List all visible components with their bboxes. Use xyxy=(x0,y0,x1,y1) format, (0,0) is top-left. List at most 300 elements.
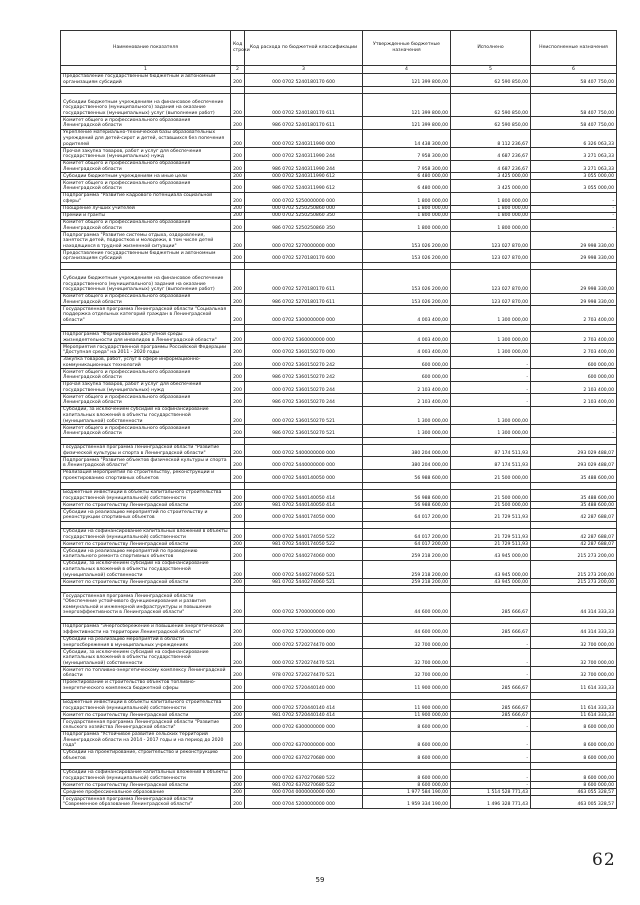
row-approved-cell: 1 800 000,00 xyxy=(363,219,451,232)
row-name-cell: Субсидии бюджетным учреждениям на финансовое обеспечение государственного (муниципального) задания на оказание государственных (муниципальных) услуг (выполнение работ) xyxy=(61,93,231,117)
row-remaining-cell: 58 407 750,00 xyxy=(531,117,617,130)
row-line-code-cell: 200 xyxy=(231,489,245,502)
row-name-cell: Комитет общего и профессионального образования Ленинградской области xyxy=(61,369,231,382)
row-remaining-cell xyxy=(531,482,617,489)
row-name-cell: Бюджетные инвестиции в объекты капитального строительства государственной (муниципальной) собственности xyxy=(61,699,231,712)
row-name-cell: Субсидии на проектирование, строительство и реконструкцию объектов xyxy=(61,749,231,762)
row-remaining-cell: 600 000,00 xyxy=(531,369,617,382)
row-approved-cell xyxy=(363,86,451,93)
header-executed: Исполнено xyxy=(451,31,531,66)
row-name-cell: Субсидии, за исключением субсидий на софинансирование капитальных вложений в объекты государственной (муниципальной) собственности xyxy=(61,561,231,579)
row-budget-code-cell: 000 0702 5250000000 000 xyxy=(245,192,363,205)
row-line-code-cell xyxy=(231,521,245,528)
row-remaining-cell xyxy=(531,86,617,93)
row-remaining-cell: 3 271 063,33 xyxy=(531,148,617,161)
table-row xyxy=(61,344,617,357)
row-executed-cell: 87 174 511,93 xyxy=(451,444,531,457)
row-budget-code-cell xyxy=(245,762,363,769)
row-approved-cell: 8 600 000,00 xyxy=(363,749,451,762)
row-budget-code-cell xyxy=(245,692,363,699)
row-name-cell: Субсидии на реализацию мероприятий в области энергосбережения в муниципальных учреждениях xyxy=(61,636,231,649)
row-remaining-cell xyxy=(531,521,617,528)
table-row xyxy=(61,692,617,699)
row-approved-cell: 11 900 000,00 xyxy=(363,712,451,719)
row-line-code-cell: 200 xyxy=(231,173,245,180)
row-line-code-cell xyxy=(231,437,245,444)
row-line-code-cell: 200 xyxy=(231,425,245,438)
row-line-code-cell: 200 xyxy=(231,129,245,147)
row-executed-cell: 21 500 000,00 xyxy=(451,470,531,483)
table-row xyxy=(61,205,617,212)
row-line-code-cell xyxy=(231,86,245,93)
row-name-cell: Субсидии на софинансирование капитальных вложений в объекты государственной (муниципальной) собственности xyxy=(61,528,231,541)
row-remaining-cell: 463 005 328,57 xyxy=(531,796,617,809)
row-remaining-cell: 3 055 000,00 xyxy=(531,173,617,180)
row-approved-cell xyxy=(363,692,451,699)
row-line-code-cell xyxy=(231,586,245,593)
row-budget-code-cell: 000 0702 5720000000 000 xyxy=(245,623,363,636)
row-remaining-cell: 463 055 328,57 xyxy=(531,789,617,796)
row-name-cell: Прочая закупка товаров, работ и услуг для обеспечения государственных (муниципальных) нужд xyxy=(61,381,231,394)
row-line-code-cell xyxy=(231,482,245,489)
row-budget-code-cell xyxy=(245,86,363,93)
table-row xyxy=(61,381,617,394)
row-name-cell: Комитет по строительству Ленинградской области xyxy=(61,541,231,548)
row-approved-cell: 1 959 334 190,00 xyxy=(363,796,451,809)
row-remaining-cell: - xyxy=(531,425,617,438)
budget-execution-table xyxy=(60,30,617,809)
row-remaining-cell: 29 998 330,00 xyxy=(531,232,617,250)
table-row xyxy=(61,667,617,680)
row-executed-cell: 1 300 000,00 xyxy=(451,306,531,324)
table-row xyxy=(61,616,617,623)
row-name-cell: Государственная программа Ленинградской области "Развитие сельского хозяйства Ленинградской области" xyxy=(61,719,231,732)
row-executed-cell: 43 945 000,00 xyxy=(451,548,531,561)
row-executed-cell: 1 800 000,00 xyxy=(451,192,531,205)
row-budget-code-cell: 000 0702 5720440140 000 xyxy=(245,679,363,692)
table-row xyxy=(61,762,617,769)
row-approved-cell: 153 026 200,00 xyxy=(363,269,451,293)
row-name-cell: Среднее профессиональное образование xyxy=(61,789,231,796)
row-budget-code-cell: 000 0702 5240311990 000 xyxy=(245,129,363,147)
row-line-code-cell: 200 xyxy=(231,649,245,667)
row-line-code-cell: 200 xyxy=(231,74,245,87)
row-line-code-cell: 200 xyxy=(231,789,245,796)
table-row xyxy=(61,369,617,382)
row-approved-cell xyxy=(363,482,451,489)
table-row xyxy=(61,586,617,593)
row-name-cell: Поощрение лучших учителей xyxy=(61,205,231,212)
table-row xyxy=(61,394,617,407)
row-line-code-cell: 200 xyxy=(231,699,245,712)
row-executed-cell: - xyxy=(451,782,531,789)
row-remaining-cell: 2 703 400,00 xyxy=(531,306,617,324)
row-approved-cell: 4 003 400,00 xyxy=(363,306,451,324)
row-approved-cell: 121 399 800,00 xyxy=(363,74,451,87)
row-name-cell xyxy=(61,586,231,593)
row-executed-cell: 4 687 236,67 xyxy=(451,148,531,161)
table-row xyxy=(61,796,617,809)
table-body xyxy=(61,74,617,809)
row-remaining-cell: 11 614 333,33 xyxy=(531,679,617,692)
row-name-cell: Проектирование и строительство объектов топливно-энергетического комплекса бюджетной сферы xyxy=(61,679,231,692)
row-remaining-cell xyxy=(531,324,617,331)
row-line-code-cell: 200 xyxy=(231,548,245,561)
table-row xyxy=(61,457,617,470)
row-line-code-cell: 200 xyxy=(231,205,245,212)
table-row xyxy=(61,212,617,219)
row-budget-code-cell: 986 0702 5270180170 611 xyxy=(245,293,363,306)
row-budget-code-cell: 000 0704 0000000000 000 xyxy=(245,789,363,796)
row-approved-cell: 7 958 300,00 xyxy=(363,148,451,161)
row-approved-cell: 8 600 000,00 xyxy=(363,782,451,789)
row-approved-cell: 11 900 000,00 xyxy=(363,679,451,692)
row-executed-cell: 1 300 000,00 xyxy=(451,407,531,425)
table-row xyxy=(61,731,617,749)
row-executed-cell: 1 800 000,00 xyxy=(451,205,531,212)
row-name-cell: Подпрограмма "Устойчивое развитие сельских территорий Ленинградской области на 2014 - 2017 годы и на период до 2020 года" xyxy=(61,731,231,749)
row-name-cell: Подпрограмма "Формирование доступной среды жизнедеятельности для инвалидов в Ленинградской области" xyxy=(61,331,231,344)
row-budget-code-cell: 986 0702 5360150270 244 xyxy=(245,394,363,407)
row-approved-cell: 4 003 400,00 xyxy=(363,344,451,357)
row-line-code-cell: 200 xyxy=(231,561,245,579)
row-line-code-cell xyxy=(231,616,245,623)
row-budget-code-cell: 000 0702 5440274060 000 xyxy=(245,548,363,561)
row-executed-cell: - xyxy=(451,356,531,369)
row-remaining-cell: 35 488 600,00 xyxy=(531,489,617,502)
row-line-code-cell: 200 xyxy=(231,394,245,407)
row-budget-code-cell: 000 0702 5440174050 000 xyxy=(245,509,363,522)
row-budget-code-cell: 000 0702 5300000000 000 xyxy=(245,306,363,324)
row-executed-cell xyxy=(451,762,531,769)
row-line-code-cell: 200 xyxy=(231,444,245,457)
row-budget-code-cell xyxy=(245,262,363,269)
row-budget-code-cell: 000 0702 5270180170 600 xyxy=(245,250,363,263)
row-executed-cell: 3 425 000,00 xyxy=(451,180,531,193)
row-remaining-cell: 8 600 000,00 xyxy=(531,782,617,789)
row-name-cell: Субсидии, за исключением субсидий на софинансирование капитальных вложений в объекты государственной (муниципальной) собственности xyxy=(61,649,231,667)
row-budget-code-cell: 000 0704 5200000000 000 xyxy=(245,796,363,809)
row-approved-cell xyxy=(363,586,451,593)
column-number-row xyxy=(61,66,617,74)
table-row xyxy=(61,219,617,232)
table-row xyxy=(61,649,617,667)
row-approved-cell: 153 026 200,00 xyxy=(363,293,451,306)
row-remaining-cell: 44 314 333,33 xyxy=(531,623,617,636)
table-row xyxy=(61,470,617,483)
table-row xyxy=(61,782,617,789)
row-approved-cell: 2 103 400,00 xyxy=(363,381,451,394)
row-name-cell: Субсидии бюджетным учреждениям на финансовое обеспечение государственного (муниципального) задания на оказание государственных (муниципальных) услуг (выполнение работ) xyxy=(61,269,231,293)
row-line-code-cell: 200 xyxy=(231,636,245,649)
table-row xyxy=(61,489,617,502)
table-row xyxy=(61,541,617,548)
row-budget-code-cell: 000 0702 5240180170 600 xyxy=(245,74,363,87)
table-row xyxy=(61,561,617,579)
column-number: 3 xyxy=(245,66,363,74)
row-remaining-cell: 215 273 200,00 xyxy=(531,579,617,586)
row-executed-cell: 43 945 000,00 xyxy=(451,579,531,586)
row-budget-code-cell: 000 0702 5440140050 000 xyxy=(245,470,363,483)
row-line-code-cell: 200 xyxy=(231,509,245,522)
table-row xyxy=(61,324,617,331)
column-number: 5 xyxy=(451,66,531,74)
table-row xyxy=(61,148,617,161)
row-name-cell: Комитет общего и профессионального образования Ленинградской области xyxy=(61,425,231,438)
row-line-code-cell xyxy=(231,262,245,269)
row-budget-code-cell: 000 0702 5360000000 000 xyxy=(245,331,363,344)
row-approved-cell: 1 977 584 190,00 xyxy=(363,789,451,796)
header-line-code: Код строки xyxy=(231,31,245,66)
table-header-row xyxy=(61,31,617,66)
row-approved-cell: 32 700 000,00 xyxy=(363,649,451,667)
row-line-code-cell: 200 xyxy=(231,306,245,324)
row-line-code-cell: 200 xyxy=(231,796,245,809)
row-name-cell: Государственная программа Ленинградской области "Развитие физической культуры и спорта в Ленинградской области" xyxy=(61,444,231,457)
row-line-code-cell: 200 xyxy=(231,579,245,586)
row-remaining-cell: 2 103 400,00 xyxy=(531,381,617,394)
row-name-cell xyxy=(61,521,231,528)
row-name-cell: Субсидии на софинансирование капитальных вложений в объекты государственной (муниципальной) собственности xyxy=(61,769,231,782)
row-approved-cell: 32 700 000,00 xyxy=(363,667,451,680)
table-row xyxy=(61,117,617,130)
row-approved-cell: 121 399 800,00 xyxy=(363,117,451,130)
row-name-cell: Комитет общего и профессионального образования Ленинградской области xyxy=(61,160,231,173)
row-remaining-cell: 44 314 333,33 xyxy=(531,593,617,617)
row-budget-code-cell: 000 0702 6300000000 000 xyxy=(245,719,363,732)
row-approved-cell: 1 300 000,00 xyxy=(363,407,451,425)
row-line-code-cell: 200 xyxy=(231,502,245,509)
row-executed-cell: 123 027 870,00 xyxy=(451,293,531,306)
row-budget-code-cell: 000 0702 5720274470 521 xyxy=(245,649,363,667)
row-executed-cell xyxy=(451,437,531,444)
row-line-code-cell: 200 xyxy=(231,679,245,692)
row-budget-code-cell: 000 0702 5360150270 242 xyxy=(245,356,363,369)
row-name-cell: Предоставление государственным бюджетным и автономным организациям субсидий xyxy=(61,74,231,87)
row-executed-cell: - xyxy=(451,369,531,382)
row-line-code-cell: 200 xyxy=(231,180,245,193)
row-name-cell: Комитет по строительству Ленинградской области xyxy=(61,579,231,586)
row-approved-cell: 380 204 000,00 xyxy=(363,444,451,457)
row-budget-code-cell: 986 0702 5360150270 521 xyxy=(245,425,363,438)
row-name-cell: Комитет общего и профессионального образования Ленинградской области xyxy=(61,117,231,130)
row-budget-code-cell: 986 0702 5250250860 350 xyxy=(245,219,363,232)
row-executed-cell: 1 300 000,00 xyxy=(451,425,531,438)
row-name-cell: Премии и гранты xyxy=(61,212,231,219)
row-remaining-cell: 8 600 000,00 xyxy=(531,719,617,732)
row-executed-cell: 4 687 236,67 xyxy=(451,160,531,173)
row-budget-code-cell: 000 0702 5720440140 414 xyxy=(245,699,363,712)
table-row xyxy=(61,331,617,344)
row-name-cell xyxy=(61,262,231,269)
table-row xyxy=(61,306,617,324)
row-line-code-cell: 200 xyxy=(231,93,245,117)
row-approved-cell: 121 399 800,00 xyxy=(363,93,451,117)
table-row xyxy=(61,437,617,444)
row-remaining-cell: 600 000,00 xyxy=(531,356,617,369)
row-remaining-cell: 2 703 400,00 xyxy=(531,331,617,344)
row-remaining-cell xyxy=(531,586,617,593)
row-executed-cell: 1 300 000,00 xyxy=(451,331,531,344)
row-name-cell: Комитет по строительству Ленинградской области xyxy=(61,502,231,509)
row-name-cell: Подпрограмма "Развитие системы отдыха, оздоровления, занятости детей, подростков и молодежи, в том числе детей находящихся в трудной жизненной ситуации" xyxy=(61,232,231,250)
row-line-code-cell: 200 xyxy=(231,356,245,369)
row-remaining-cell: - xyxy=(531,212,617,219)
row-line-code-cell: 200 xyxy=(231,293,245,306)
row-executed-cell: 21 729 511,93 xyxy=(451,541,531,548)
row-executed-cell: 285 666,67 xyxy=(451,712,531,719)
row-approved-cell: 8 600 000,00 xyxy=(363,731,451,749)
row-budget-code-cell xyxy=(245,437,363,444)
table-row xyxy=(61,521,617,528)
row-line-code-cell: 200 xyxy=(231,344,245,357)
table-row xyxy=(61,579,617,586)
table-row xyxy=(61,250,617,263)
row-line-code-cell: 200 xyxy=(231,712,245,719)
row-executed-cell: 285 666,67 xyxy=(451,699,531,712)
row-remaining-cell xyxy=(531,437,617,444)
row-approved-cell: 4 003 400,00 xyxy=(363,331,451,344)
table-row xyxy=(61,712,617,719)
row-executed-cell xyxy=(451,86,531,93)
table-row xyxy=(61,548,617,561)
row-approved-cell: 8 600 000,00 xyxy=(363,769,451,782)
row-budget-code-cell: 000 0702 5360150270 000 xyxy=(245,344,363,357)
row-remaining-cell xyxy=(531,616,617,623)
row-budget-code-cell: 000 0702 5700000000 000 xyxy=(245,593,363,617)
row-line-code-cell: 200 xyxy=(231,232,245,250)
row-name-cell: Комитет по топливно-энергетическому комплексу Ленинградской области xyxy=(61,667,231,680)
row-name-cell: Прочая закупка товаров, работ и услуг для обеспечения государственных (муниципальных) нужд xyxy=(61,148,231,161)
row-budget-code-cell: 986 0702 5360150270 242 xyxy=(245,369,363,382)
row-approved-cell: 6 480 000,00 xyxy=(363,173,451,180)
header-remaining: Неисполненные назначения xyxy=(531,31,617,66)
table-row xyxy=(61,789,617,796)
row-name-cell: Подпрограмма "Развитие кадрового потенциала социальной сферы" xyxy=(61,192,231,205)
row-name-cell: Закупка товаров, работ, услуг в сфере информационно-коммуникационных технологий xyxy=(61,356,231,369)
row-budget-code-cell: 000 0702 6370000000 000 xyxy=(245,731,363,749)
row-name-cell: Комитет общего и профессионального образования Ленинградской области xyxy=(61,293,231,306)
row-budget-code-cell: 000 0702 5240311990 612 xyxy=(245,173,363,180)
row-executed-cell: 43 945 000,00 xyxy=(451,561,531,579)
row-name-cell: Реализация мероприятий по строительству, реконструкции и проектированию спортивных объектов xyxy=(61,470,231,483)
row-line-code-cell: 200 xyxy=(231,269,245,293)
row-budget-code-cell xyxy=(245,616,363,623)
table-row xyxy=(61,425,617,438)
row-remaining-cell xyxy=(531,692,617,699)
row-budget-code-cell: 000 0702 6370270680 000 xyxy=(245,749,363,762)
table-row xyxy=(61,593,617,617)
row-executed-cell: 1 800 000,00 xyxy=(451,212,531,219)
row-name-cell xyxy=(61,437,231,444)
row-remaining-cell: 2 103 400,00 xyxy=(531,394,617,407)
row-executed-cell: 21 500 000,00 xyxy=(451,502,531,509)
row-remaining-cell: - xyxy=(531,192,617,205)
table-row xyxy=(61,509,617,522)
row-budget-code-cell: 000 0702 5250250860 350 xyxy=(245,212,363,219)
row-approved-cell: 259 218 200,00 xyxy=(363,561,451,579)
row-remaining-cell: 293 029 488,07 xyxy=(531,457,617,470)
row-budget-code-cell: 986 0702 5240311990 244 xyxy=(245,160,363,173)
table-row xyxy=(61,160,617,173)
row-remaining-cell: - xyxy=(531,407,617,425)
table-row xyxy=(61,502,617,509)
row-approved-cell: 6 480 000,00 xyxy=(363,180,451,193)
row-budget-code-cell: 000 0702 5360150270 521 xyxy=(245,407,363,425)
row-approved-cell: 64 017 200,00 xyxy=(363,509,451,522)
row-name-cell: Государственная программа Ленинградской области "Современное образование Ленинградской области" xyxy=(61,796,231,809)
row-executed-cell: 8 112 236,67 xyxy=(451,129,531,147)
row-line-code-cell xyxy=(231,324,245,331)
row-name-cell xyxy=(61,616,231,623)
row-line-code-cell: 200 xyxy=(231,719,245,732)
row-remaining-cell: 3 055 000,00 xyxy=(531,180,617,193)
table-row xyxy=(61,86,617,93)
table-row xyxy=(61,293,617,306)
row-line-code-cell: 200 xyxy=(231,749,245,762)
row-budget-code-cell: 000 0702 5440000000 000 xyxy=(245,457,363,470)
row-budget-code-cell: 000 0702 6370270680 522 xyxy=(245,769,363,782)
column-number: 2 xyxy=(231,66,245,74)
row-approved-cell: 1 300 000,00 xyxy=(363,425,451,438)
row-executed-cell xyxy=(451,262,531,269)
row-approved-cell: 153 026 200,00 xyxy=(363,250,451,263)
row-line-code-cell xyxy=(231,692,245,699)
row-line-code-cell: 200 xyxy=(231,470,245,483)
row-executed-cell: 21 729 511,93 xyxy=(451,528,531,541)
budget-report-sheet xyxy=(60,30,616,809)
row-approved-cell: 1 800 000,00 xyxy=(363,212,451,219)
row-remaining-cell: 215 273 200,00 xyxy=(531,548,617,561)
row-budget-code-cell xyxy=(245,482,363,489)
row-approved-cell: 56 988 600,00 xyxy=(363,470,451,483)
table-row xyxy=(61,74,617,87)
row-budget-code-cell: 000 0702 5440174050 522 xyxy=(245,528,363,541)
row-remaining-cell: 8 600 000,00 xyxy=(531,731,617,749)
row-remaining-cell: 293 029 488,07 xyxy=(531,444,617,457)
row-remaining-cell: 215 273 200,00 xyxy=(531,561,617,579)
row-name-cell xyxy=(61,324,231,331)
row-executed-cell: - xyxy=(451,769,531,782)
row-name-cell: Государственная программа Ленинградской области "Обеспечение устойчивого функционирования и развития коммунальной и инженерной инфраструктуры и повышение энергоэффективности в Ленинградской области" xyxy=(61,593,231,617)
row-name-cell: Комитет общего и профессионального образования Ленинградской области xyxy=(61,394,231,407)
row-approved-cell: 259 218 200,00 xyxy=(363,579,451,586)
row-remaining-cell: 29 998 330,00 xyxy=(531,250,617,263)
row-budget-code-cell: 000 0702 5440274060 521 xyxy=(245,561,363,579)
row-line-code-cell: 200 xyxy=(231,117,245,130)
row-executed-cell: 1 300 000,00 xyxy=(451,344,531,357)
row-remaining-cell: 8 600 000,00 xyxy=(531,749,617,762)
row-line-code-cell: 200 xyxy=(231,623,245,636)
column-number: 6 xyxy=(531,66,617,74)
row-approved-cell xyxy=(363,437,451,444)
table-row xyxy=(61,407,617,425)
row-remaining-cell: 42 287 688,07 xyxy=(531,509,617,522)
row-approved-cell: 14 438 300,00 xyxy=(363,129,451,147)
row-budget-code-cell: 000 0702 5270000000 000 xyxy=(245,232,363,250)
row-approved-cell xyxy=(363,762,451,769)
row-executed-cell: - xyxy=(451,719,531,732)
row-remaining-cell: 29 998 330,00 xyxy=(531,293,617,306)
row-remaining-cell: 8 600 000,00 xyxy=(531,769,617,782)
row-approved-cell: 600 000,00 xyxy=(363,356,451,369)
row-approved-cell: 32 700 000,00 xyxy=(363,636,451,649)
row-executed-cell: 285 666,67 xyxy=(451,679,531,692)
row-executed-cell: - xyxy=(451,381,531,394)
row-executed-cell: 123 027 870,00 xyxy=(451,269,531,293)
row-approved-cell xyxy=(363,262,451,269)
row-line-code-cell: 200 xyxy=(231,160,245,173)
